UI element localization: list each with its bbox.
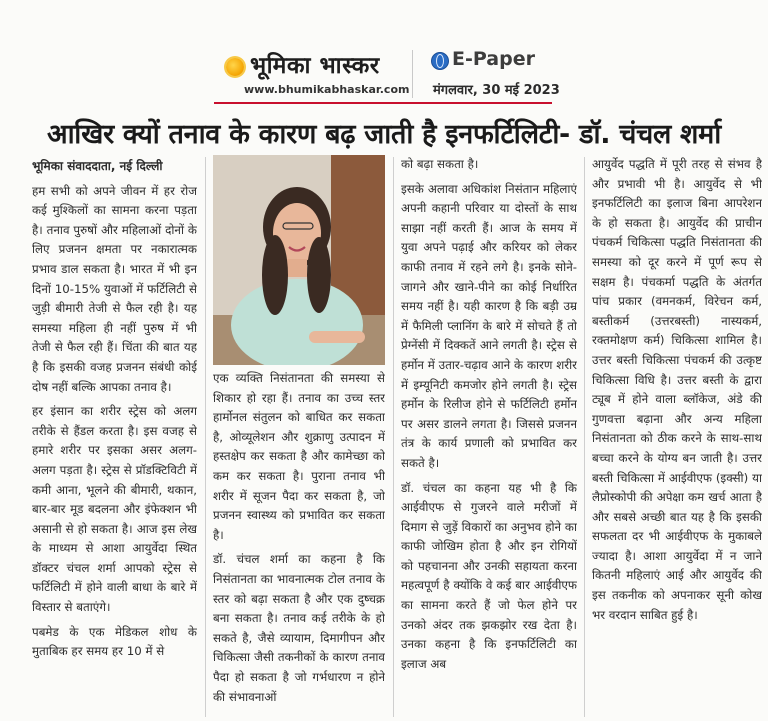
column-divider (205, 157, 206, 717)
col2-paragraph: एक व्यक्ति निसंतानता की समस्या से शिकार हो रहा हैं। तनाव का उच्च स्तर हार्मोनल संतुलन को बाधित कर सकता है, ओव्यूलेशन और शुक्राणु उत्पादन में हस्तक्षेप कर सकता है और कामेच्छा को कम कर सकता है। पुराना तनाव भी शरीर में सूजन पैदा कर सकता है, जो प्रजनन स्वास्थ्य को प्रभावित कर सकता है। (213, 371, 385, 542)
column-divider (584, 157, 585, 717)
headline: आखिर क्यों तनाव के कारण बढ़ जाती है इनफर्टिलिटी- डॉ. चंचल शर्मा (47, 119, 721, 150)
article-body (0, 155, 768, 721)
col2-paragraph: डॉ. चंचल शर्मा का कहना है कि निसंतानता का भावनात्मक टोल तनाव के स्तर को बढ़ा सकता है और एक दुष्चक्र बना सकता है। तनाव कई तरीके के हो सकते है, जैसे व्यायाम, दिमागीपन और चिकित्सा जैसी तकनीकों के कारण तनाव पैदा हो सकता है जो गर्भधारण न होने की संभावनाओं (213, 552, 385, 704)
edition-date: मंगलवार, 30 मई 2023 (433, 83, 560, 98)
col3-paragraph: इसके अलावा अधिकांश निसंतान महिलाएं अपनी कहानी परिवार या दोस्तों के साथ साझा नहीं करती हैं। आज के समय में युवा अपने पढ़ाई और करियर को लेकर काफी तनाव में रहने लगे है। इनके सोने-जागने और खाने-पीने का कोई निर्धारित समय नहीं है। यही कारण है कि बड़ी उम्र में फैमिली प्लानिंग के बारे में सोचते हैं तो प्रेग्नेंसी में दिक्कतें आने लगती है। स्ट्रेस से हर्मोन में उतार-चढ़ाव आने के कारण शरीर में इम्यूनिटी कमजोर होने लगती है। स्ट्रेस हर्मोन के रिलीज होने से फर्टिलिटी हर्मोन पर असर डालने लगता है। जिससे प्रजनन तंत्र के कार्य प्रणाली को प्रभावित कर सकते है। (401, 181, 577, 470)
column-rules (0, 155, 768, 721)
masthead-red-rule (214, 102, 552, 104)
newspaper-logo[interactable]: भूमिका भास्कर (250, 53, 380, 79)
epaper-label: E-Paper (452, 48, 535, 70)
col3-paragraph: डॉ. चंचल का कहना यह भी है कि आईवीएफ से गुजरने वाले मरीजों में दिमाग से जुड़ें विकारों का अनुभव होने का काफी जोखिम होता है और इन रोगियों को पहचानना और उनकी सहायता करना महत्वपूर्ण है क्योंकि वे कई बार आईवीएफ का सामना करते हैं जो फेल होने पर उनको अंदर तक झकझोर रख देता है। उनका कहना है कि इनफर्टिलिटी का इलाज अब (401, 480, 577, 671)
col1-paragraph: हर इंसान का शरीर स्ट्रेस को अलग तरीके से हैंडल करता है। इस वजह से हमारे शरीर पर इसका असर अलग-अलग पड़ता है। स्ट्रेस से प्रॉडक्टिविटी में कमी आना, भूलने की बीमारी, थकान, बार-बार मूड बदलना और इंफेक्शन भी असानी से हो सकता है। आज इस लेख के माध्यम से आशा आयुर्वेदा स्थित डॉक्टर चंचल शर्मा आपको स्ट्रेस से फर्टिलिटी में होने वाली बाधा के बारे में विस्तार से बताएंगे। (32, 404, 197, 615)
masthead (0, 0, 768, 118)
col3-paragraph: को बढ़ा सकता है। (401, 157, 479, 171)
col1-paragraph: पबमेड के एक मेडिकल शोध के मुताबिक हर समय हर 10 में से (32, 624, 197, 659)
byline: भूमिका संवाददाता, नई दिल्ली (32, 159, 163, 173)
col1-paragraph: हम सभी को अपने जीवन में हर रोज कई मुश्किलों का सामना करना पड़ता है। तनाव पुरुषों और महिलाओं दोनों के लिए प्रजनन क्षमता पर नकारात्मक प्रभाव डाल सकता है। भारत में भी इन दिनों 10-15% युवाओं में फर्टिलिटी से जुड़ी बीमारी तेजी से फैल रही है। यह समस्या महिला ही नहीं पुरुष में भी तेजी से फैल रही हैं। चिंता की बात यह है कि इसकी वजह प्रजनन संबंधी कोई दोष नहीं बल्कि आपका तनाव है। (32, 183, 197, 394)
column-divider (393, 157, 394, 717)
masthead-rules (0, 0, 768, 118)
website-url[interactable]: www.bhumikabhaskar.com (244, 83, 410, 96)
col4-paragraph: आयुर्वेद पद्धति में पूरी तरह से संभव है और प्रभावी भी है। आयुर्वेद से भी इनफर्टिलिटी का इलाज बिना आपरेशन के हो सकता है। आयुर्वेद की प्राचीन पंचकर्म चिकित्सा पद्धति निसंतानता की समस्या को दूर करने में पूर्ण रूप से सक्षम है। पंचकर्मा पद्धति के अंतर्गत पांच प्रकार (वमनकर्म, विरेचन कर्म, बस्तीकर्म (उत्तरबस्ती) नास्यकर्म, रक्तमोक्षण कर्म) चिकित्सा शामिल है। उत्तर बस्ती चिकित्सा पंचकर्म की उत्कृष्ट चिकित्सा विधि है। उत्तर बस्ती के द्वारा ट्यूब में होने वाला ब्लॉकेज, अंडे की गुणवत्ता बढ़ाना और अन्य महिला निसंतानता को ठीक करने के साथ-साथ बच्चा करने के योग्य बन जाती है। उत्तर बस्ती चिकित्सा में आईवीएफ (इक्सी) या लैप्रोस्कोपी की अपेक्षा कम खर्च आता है और सबसे अच्छी बात यह है कि इसकी सफलता दर भी आईवीएफ के मुकाबले ज्यादा है। आशा आयुर्वेदा में न जाने कितनी महिलाएं आई और आयुर्वेद की इस तकनीक को अपनाकर सूनी कोख भर वरदान साबित हुई है। (592, 157, 762, 622)
